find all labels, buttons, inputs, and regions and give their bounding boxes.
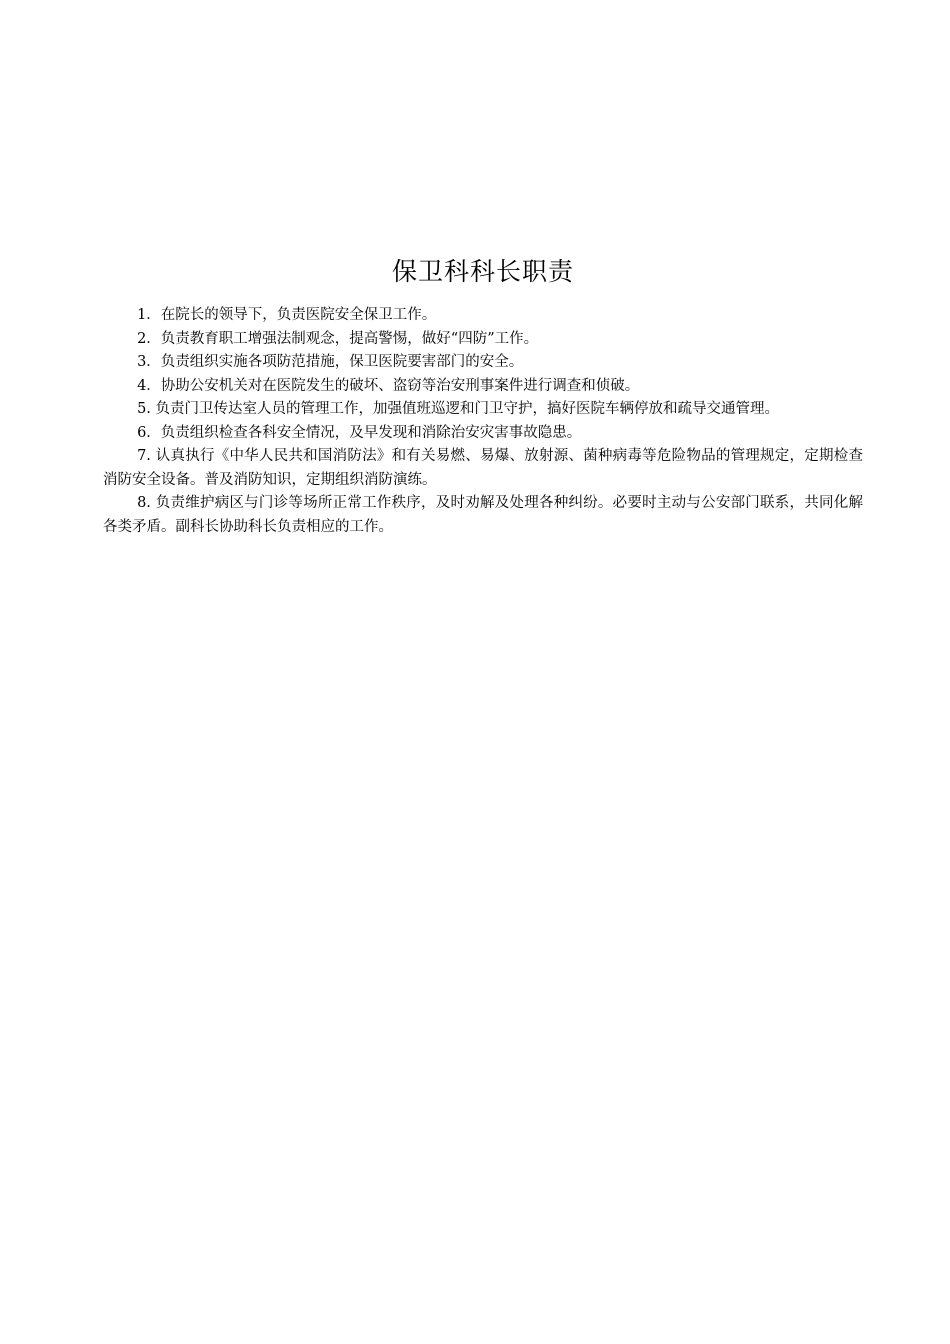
document-page xyxy=(103,252,863,539)
duty-item-1: 1．在院长的领导下，负责医院安全保卫工作。 xyxy=(137,307,437,323)
duty-item-2: 2．负责教育职工增强法制观念，提高警惕，做好“四防”工作。 xyxy=(137,330,539,347)
duty-item-8: 8. 负责维护病区与门诊等场所正常工作秩序，及时劝解及处理各种纠纷。必要时主动与公安部门联系，共同化解各类矛盾。副科长协助科长负责相应的工作。 xyxy=(103,495,863,535)
duty-item-4: 4．协助公安机关对在医院发生的破坏、盗窃等治安刑事案件进行调查和侦破。 xyxy=(137,377,640,394)
duty-item-5: 5. 负责门卫传达室人员的管理工作，加强值班巡逻和门卫守护，搞好医院车辆停放和疏导交通管理。 xyxy=(137,401,780,417)
duty-item-7: 7. 认真执行《中华人民共和国消防法》和有关易燃、易爆、放射源、菌种病毒等危险物品的管理规定，定期检查消防安全设备。普及消防知识，定期组织消防演练。 xyxy=(103,448,863,488)
document-title: 保卫科科长职责 xyxy=(391,257,574,286)
duty-list xyxy=(103,304,863,539)
duty-item-3: 3．负责组织实施各项防范措施，保卫医院要害部门的安全。 xyxy=(137,354,524,370)
duty-item-6: 6．负责组织检查各科安全情况，及早发现和消除治安灾害事故隐患。 xyxy=(137,424,582,441)
